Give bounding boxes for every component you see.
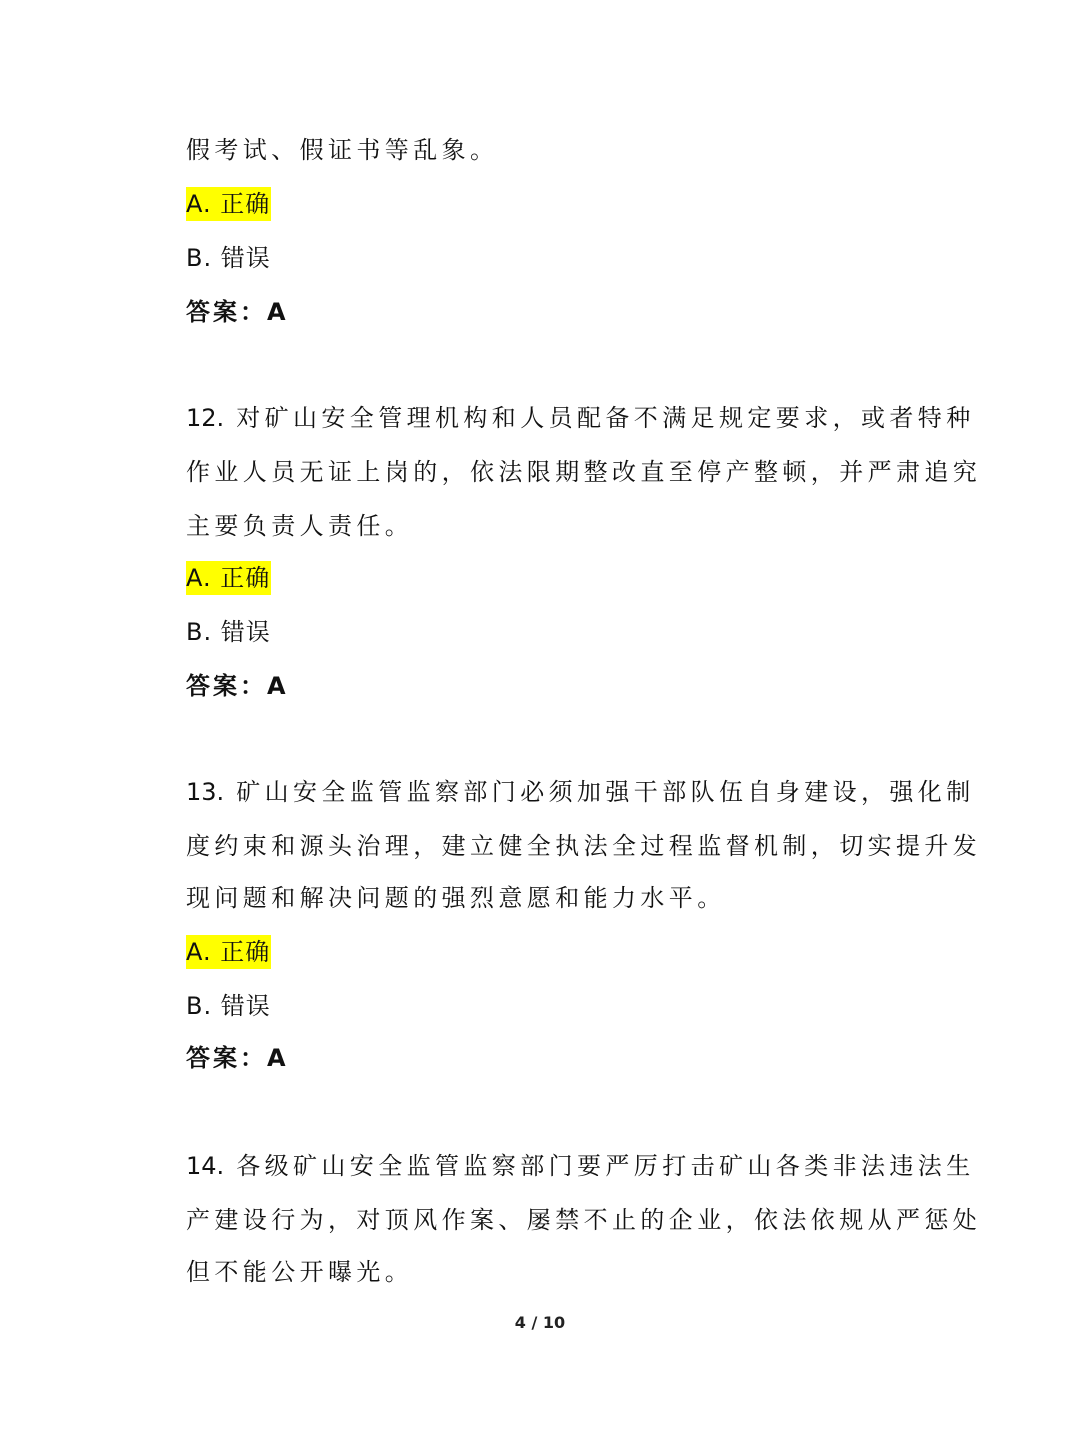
q13-number: 13. — [186, 778, 225, 806]
q12-line-2: 作业人员无证上岗的，依法限期整改直至停产整顿，并严肃追究 — [186, 458, 982, 486]
q11-text-tail: 假考试、假证书等乱象。 — [186, 136, 499, 164]
q13-option-a — [186, 934, 906, 970]
q13-line-1-text: 矿山安全监管监察部门必须加强干部队伍自身建设，强化制 — [236, 778, 975, 806]
q12-option-a-highlight: A. 正确 — [186, 561, 271, 595]
q14-line-2: 产建设行为，对顶风作案、屡禁不止的企业，依法依规从严惩处 — [186, 1206, 982, 1234]
q11-answer: 答案：A — [186, 298, 289, 326]
page-indicator: 4 / 10 — [514, 1313, 566, 1332]
q12-number: 12. — [186, 404, 225, 432]
q13-line-2: 度约束和源头治理，建立健全执法全过程监督机制，切实提升发 — [186, 832, 982, 860]
q14-number: 14. — [186, 1152, 225, 1180]
q14-line-1-text: 各级矿山安全监管监察部门要严厉打击矿山各类非法违法生 — [236, 1152, 975, 1180]
q11-option-a — [186, 186, 906, 222]
q13-line-3: 现问题和解决问题的强烈意愿和能力水平。 — [186, 884, 726, 912]
q13-line-1 — [186, 774, 975, 810]
q12-answer: 答案：A — [186, 672, 289, 700]
q12-line-1-text: 对矿山安全管理机构和人员配备不满足规定要求，或者特种 — [236, 404, 975, 432]
q11-option-a-highlight: A. 正确 — [186, 187, 271, 221]
q12-option-a — [186, 560, 906, 596]
q13-answer: 答案：A — [186, 1044, 289, 1072]
q12-line-3: 主要负责人责任。 — [186, 512, 414, 540]
q12-option-b: B. 错误 — [186, 618, 271, 646]
q13-option-b: B. 错误 — [186, 992, 271, 1020]
q14-line-1 — [186, 1148, 975, 1184]
q14-line-3: 但不能公开曝光。 — [186, 1258, 414, 1286]
q12-line-1 — [186, 400, 975, 436]
q11-option-b: B. 错误 — [186, 244, 271, 272]
q13-option-a-highlight: A. 正确 — [186, 935, 271, 969]
